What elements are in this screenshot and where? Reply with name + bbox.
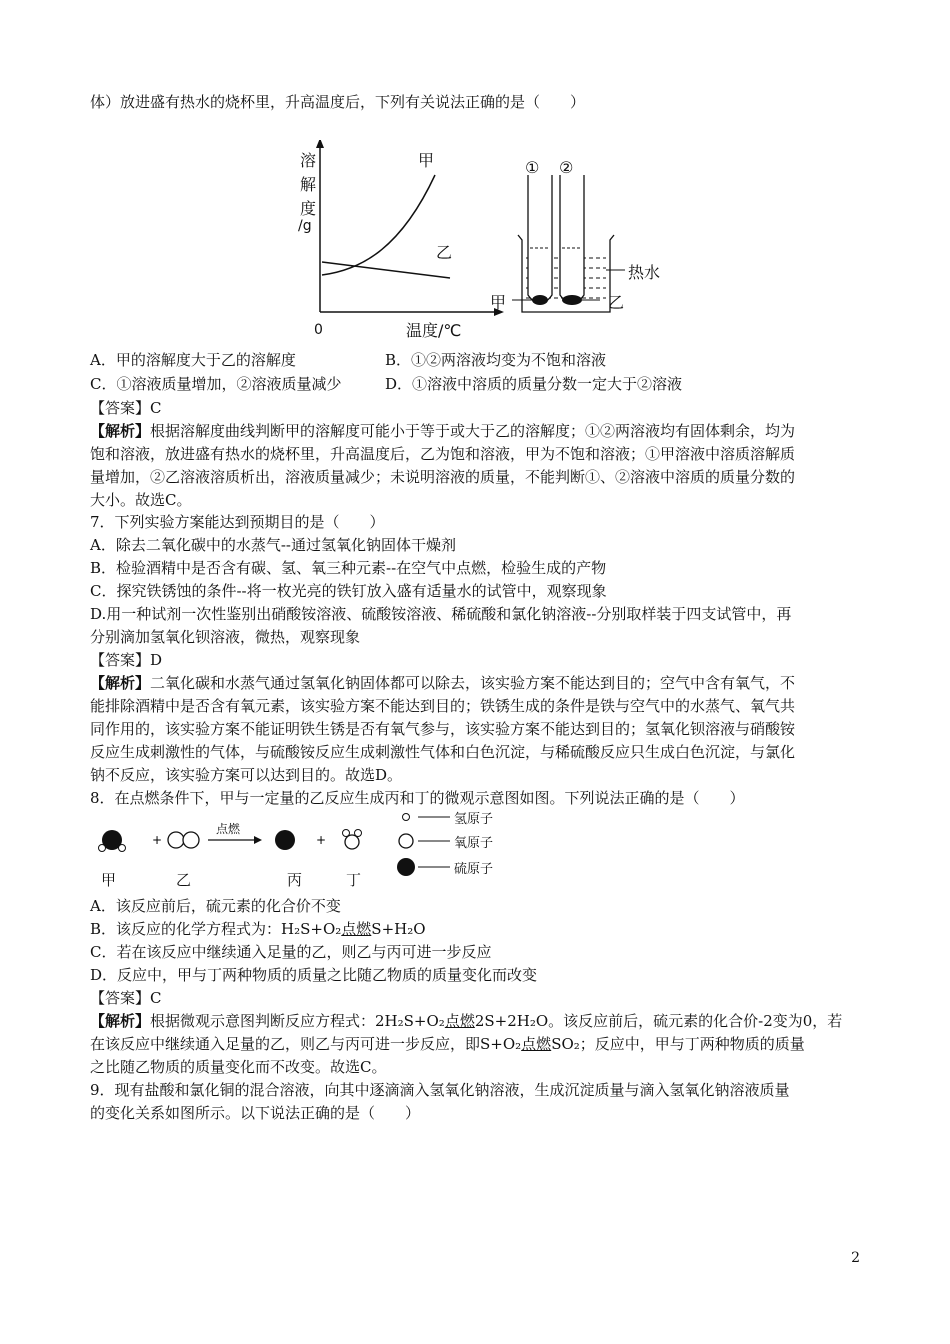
q8-stem: 8．在点燃条件下，甲与一定量的乙反应生成丙和丁的微观示意图如图。下列说法正确的是（ ） [90, 789, 745, 807]
jia-hydrogen-atom-2 [119, 845, 126, 852]
yi-label: 乙 [176, 871, 192, 889]
legend-hydrogen-label: 氢原子 [454, 812, 494, 827]
q7-analysis-line-1: 【解析】二氧化碳和水蒸气通过氢氧化钠固体都可以除去，该实验方案不能达到目的；空气中含有氧气，不 [90, 674, 796, 692]
y-label-unit: /g [298, 218, 312, 234]
q6-intro: 体）放进盛有热水的烧杯里，升高温度后，下列有关说法正确的是（ ） [90, 93, 586, 111]
ding-hydrogen-atom-2 [355, 830, 362, 837]
yi-oxygen-atom-1 [168, 832, 184, 848]
curve-yi-label: 乙 [436, 243, 453, 262]
page-number: 2 [851, 1250, 860, 1266]
q7-analysis-line-4: 反应生成刺激性的气体，与硫酸铵反应生成刺激性气体和白色沉淀，与稀硫酸反应只生成白色沉淀，与氯化 [90, 743, 796, 761]
q7-answer: 【答案】D [90, 651, 163, 669]
hot-water-label: 热水 [628, 263, 661, 282]
q8-analysis-line-3: 之比随乙物质的质量变化而不改变。故选C。 [90, 1058, 387, 1076]
y-label-2: 解 [300, 175, 317, 194]
q7-option-d-line-1: D.用一种试剂一次性鉴别出硝酸铵溶液、硫酸铵溶液、稀硫酸和氯化钠溶液--分别取样装于四支试管中，再 [90, 605, 792, 623]
ding-label: 丁 [346, 871, 362, 889]
tube-2-solid [562, 295, 582, 305]
curve-jia [322, 175, 435, 275]
solubility-figure [290, 140, 650, 340]
legend-sulfur-icon [397, 858, 415, 876]
y-axis-arrow [316, 140, 324, 148]
ding-hydrogen-atom-1 [343, 830, 350, 837]
test-tube-2 [560, 175, 584, 304]
q7-analysis-line-5: 钠不反应，该实验方案可以达到目的。故选D。 [90, 766, 403, 784]
curve-jia-label: 甲 [418, 151, 435, 170]
q7-analysis-line-2: 能排除酒精中是否含有氧元素，该实验方案不能达到目的；铁锈生成的条件是铁与空气中的水蒸气、氧气共 [90, 697, 796, 715]
tube-left-label: 甲 [490, 293, 507, 312]
q9-line-2: 的变化关系如图所示。以下说法正确的是（ ） [90, 1104, 421, 1122]
bing-sulfur-atom [275, 830, 295, 850]
q9-line-1: 9．现有盐酸和氯化铜的混合溶液，向其中逐滴滴入氢氧化钠溶液，生成沉淀质量与滴入氢氧化钠溶液质量 [90, 1081, 790, 1099]
q8-option-b: B．该反应的化学方程式为：H₂S+O₂点燃S+H₂O [90, 920, 426, 938]
origin-label: 0 [314, 322, 323, 338]
svg-text:+: + [316, 833, 327, 847]
q7-analysis-line-3: 同作用的，该实验方案不能证明铁生锈是否有氧气参与，该实验方案不能达到目的；氢氧化钡溶液与硝酸铵 [90, 720, 796, 738]
q6-analysis-line-4: 大小。故选C。 [90, 491, 192, 509]
yi-oxygen-atom-2 [183, 832, 199, 848]
q6-option-a: A．甲的溶解度大于乙的溶解度 [90, 351, 296, 369]
legend-oxygen-label: 氧原子 [454, 836, 494, 851]
q7-option-d-line-2: 分别滴加氢氧化钡溶液，微热，观察现象 [90, 628, 361, 646]
y-label-3: 度 [300, 199, 317, 218]
q6-option-c: C．①溶液质量增加，②溶液质量减少 [90, 375, 342, 393]
q8-analysis-line-2: 在该反应中继续通入足量的乙，则乙与丙可进一步反应，即S+O₂点燃SO₂；反应中，甲与丁两种物质的质量 [90, 1035, 805, 1053]
q8-option-c: C．若在该反应中继续通入足量的乙，则乙与丙可进一步反应 [90, 943, 492, 961]
tube-1-label: ① [525, 158, 540, 177]
jia-hydrogen-atom-1 [99, 845, 106, 852]
tube-right-label: 乙 [608, 293, 625, 312]
legend-hydrogen-icon [403, 814, 410, 821]
q6-analysis-line-3: 量增加，②乙溶液溶质析出，溶液质量减少；未说明溶液的质量，不能判断①、②溶液中溶质的质量分数的 [90, 468, 796, 486]
q8-option-d: D．反应中，甲与丁两种物质的质量之比随乙物质的质量变化而改变 [90, 966, 538, 984]
x-axis-label: 温度/℃ [406, 321, 462, 340]
y-label-1: 溶 [300, 151, 317, 170]
reaction-arrowhead [254, 836, 262, 844]
q7-stem: 7．下列实验方案能达到预期目的是（ ） [90, 513, 385, 531]
q6-answer: 【答案】C [90, 399, 162, 417]
reaction-condition-label: 点燃 [216, 822, 241, 836]
test-tube-1 [528, 175, 552, 304]
legend-sulfur-label: 硫原子 [454, 862, 494, 877]
q8-analysis-line-1: 【解析】根据微观示意图判断反应方程式：2H₂S+O₂点燃2S+2H₂O。该反应前后，硫元素的化合价-2变为0，若 [90, 1012, 843, 1030]
svg-text:+: + [152, 833, 163, 847]
q6-option-b: B．①②两溶液均变为不饱和溶液 [385, 351, 607, 369]
q7-option-b: B．检验酒精中是否含有碳、氢、氧三种元素--在空气中点燃，检验生成的产物 [90, 559, 607, 577]
q7-option-c: C．探究铁锈蚀的条件--将一枚光亮的铁钉放入盛有适量水的试管中，观察现象 [90, 582, 607, 600]
q8-option-a: A．该反应前后，硫元素的化合价不变 [90, 897, 341, 915]
curve-yi [322, 262, 450, 278]
ding-oxygen-atom [345, 835, 359, 849]
q8-answer: 【答案】C [90, 989, 162, 1007]
q7-option-a: A．除去二氧化碳中的水蒸气--通过氢氧化钠固体干燥剂 [90, 536, 456, 554]
bing-label: 丙 [287, 871, 303, 889]
q6-option-d: D．①溶液中溶质的质量分数一定大于②溶液 [385, 375, 683, 393]
tube-2-label: ② [559, 158, 574, 177]
q6-analysis-line-1: 【解析】根据溶解度曲线判断甲的溶解度可能小于等于或大于乙的溶解度；①②两溶液均有固体剩余，均为 [90, 422, 796, 440]
legend-oxygen-icon [399, 834, 413, 848]
jia-label: 甲 [101, 871, 117, 889]
q6-analysis-line-2: 饱和溶液，放进盛有热水的烧杯里，升高温度后，乙为饱和溶液，甲为不饱和溶液；①甲溶液中溶质溶解质 [90, 445, 796, 463]
